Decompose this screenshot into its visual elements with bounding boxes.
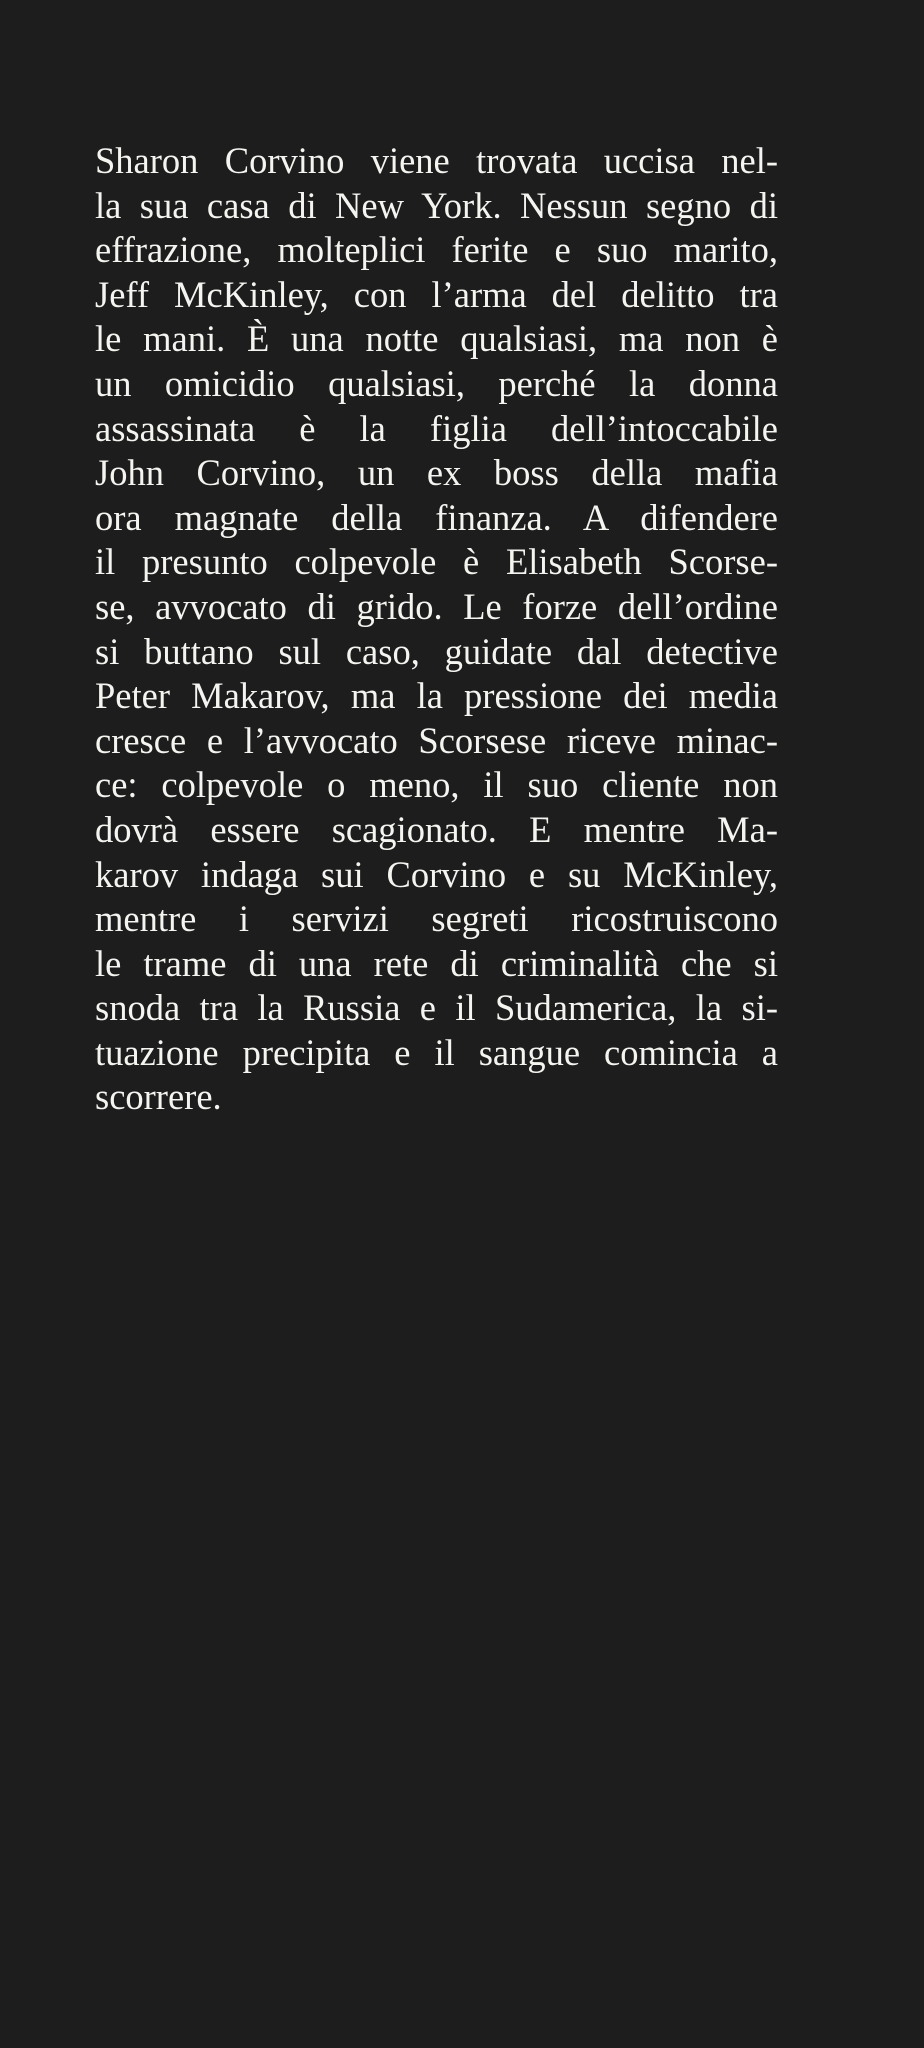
synopsis-line: ce: colpevole o meno, il suo cliente non (95, 764, 778, 806)
synopsis-line: karov indaga sui Corvino e su McKinley, (95, 853, 778, 895)
synopsis-line: un omicidio qualsiasi, perché la donna (95, 362, 778, 404)
synopsis-line: cresce e l’avvocato Scorsese riceve minac- (95, 719, 778, 761)
synopsis-line: mentre i servizi segreti ricostruiscono (95, 898, 778, 940)
synopsis-line: Sharon Corvino viene trovata uccisa nel- (95, 140, 778, 181)
synopsis-line: le trame di una rete di criminalità che si (95, 942, 778, 984)
synopsis-line: assassinata è la figlia dell’intoccabile (95, 407, 778, 449)
synopsis-line: John Corvino, un ex boss della mafia (95, 452, 778, 494)
synopsis-line: il presunto colpevole è Elisabeth Scorse- (95, 541, 778, 583)
synopsis-line: la sua casa di New York. Nessun segno di (95, 184, 778, 226)
synopsis-line: si buttano sul caso, guidate dal detective (95, 630, 778, 672)
synopsis-line: Jeff McKinley, con l’arma del delitto tra (95, 273, 778, 315)
synopsis-line: dovrà essere scagionato. E mentre Ma- (95, 808, 778, 850)
synopsis-text (95, 139, 778, 1120)
synopsis-line: ora magnate della finanza. A difendere (95, 496, 778, 538)
synopsis-line: snoda tra la Russia e il Sudamerica, la si- (95, 987, 778, 1029)
synopsis-line: se, avvocato di grido. Le forze dell’ordine (95, 585, 778, 627)
synopsis-line: Peter Makarov, ma la pressione dei media (95, 675, 778, 717)
synopsis-line: effrazione, molteplici ferite e suo marito, (95, 229, 778, 271)
synopsis-line: le mani. È una notte qualsiasi, ma non è (95, 318, 778, 360)
synopsis-line: tuazione precipita e il sangue comincia a (95, 1031, 778, 1073)
synopsis-line: scorrere. (95, 1076, 222, 1118)
